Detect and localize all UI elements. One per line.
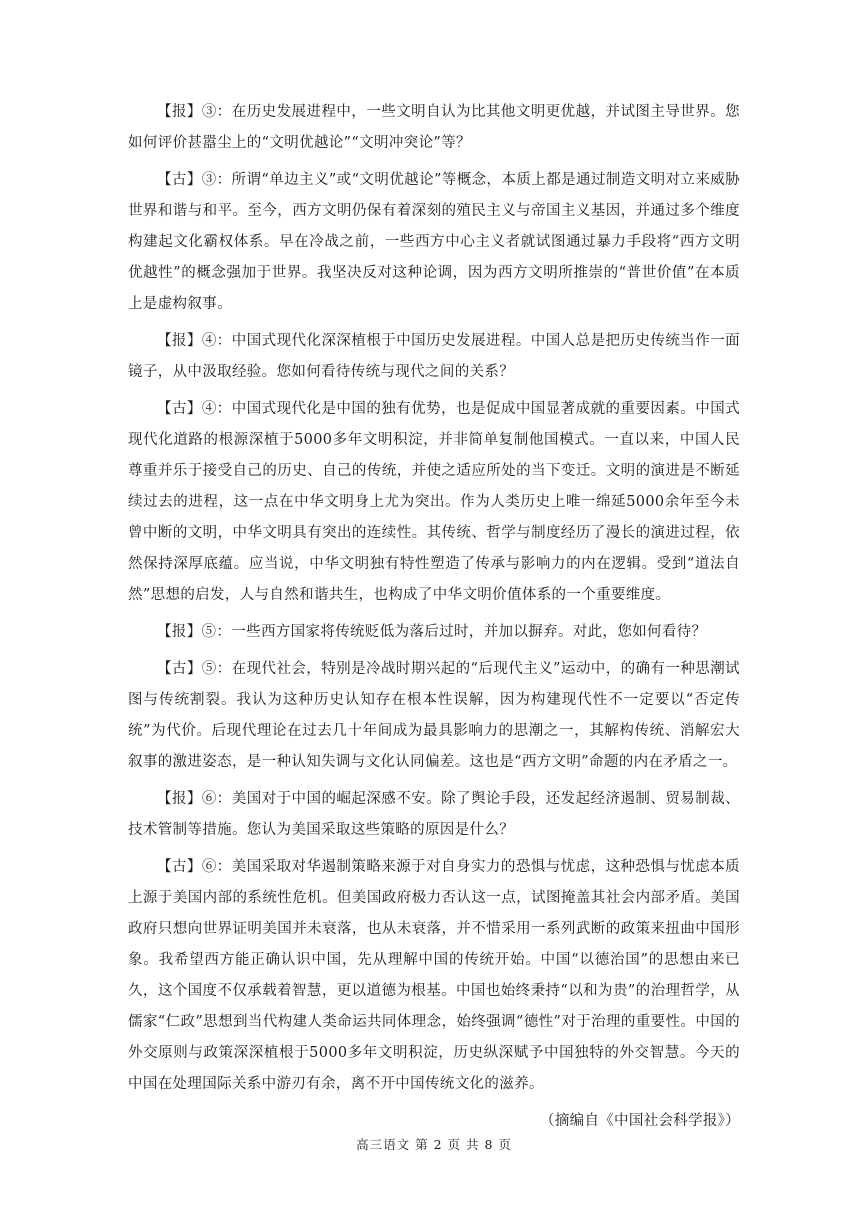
answer-5: 【古】⑤：在现代社会，特别是冷战时期兴起的“后现代主义”运动中，的确有一种思潮试图与传统割裂。我认为这种历史认知存在根本性误解，因为构建现代性不一定要以“否定传统”为代价。后现代理论在过去几十年间成为最具影响力的思潮之一，其解构传统、消解宏大叙事的激进姿态，是一种认知失调与文化认同偏差。这也是“西方文明”命题的内在矛盾之一。 (128, 661, 740, 770)
question-5: 【报】⑤：一些西方国家将传统贬低为落后过时，并加以摒弃。对此，您如何看待？ (157, 624, 707, 640)
answer-4: 【古】④：中国式现代化是中国的独有优势，也是促成中国显著成就的重要因素。中国式现代化道路的根源深植于5000多年文明积淀，并非简单复制他国模式。一直以来，中国人民尊重并乐于接受自己的历史、自己的传统，并使之适应所处的当下变迁。文明的演进是不断延续过去的进程，这一点在中华文明身上尤为突出。作为人类历史上唯一绵延5000余年至今未曾中断的文明，中华文明具有突出的连续性。其传统、哲学与制度经历了漫长的演进过程，依然保持深厚底蕴。应当说，中华文明独有特性塑造了传承与影响力的内在逻辑。受到“道法自然”思想的启发，人与自然和谐共生，也构成了中华文明价值体系的一个重要维度。 (128, 401, 740, 603)
page-footer: 高三语文 第 2 页 共 8 页 (356, 1137, 512, 1152)
answer-6: 【古】⑥：美国采取对华遏制策略来源于对自身实力的恐惧与忧虑，这种恐惧与忧虑本质上源于美国内部的系统性危机。但美国政府极力否认这一点，试图掩盖其社会内部矛盾。美国政府只想向世界证明美国并未衰落，也从未衰落，并不惜采用一系列武断的政策来扭曲中国形象。我希望西方能正确认识中国，先从理解中国的传统开始。中国“以德治国”的思想由来已久，这个国度不仅承载着智慧，更以道德为根基。中国也始终秉持“以和为贵”的治理哲学，从儒家“仁政”思想到当代构建人类命运共同体理念，始终强调“德性”对于治理的重要性。中国的外交原则与政策深深植根于5000多年文明积淀，历史纵深赋予中国独特的外交智慧。今天的中国在处理国际关系中游刃有余，离不开中国传统文化的滋养。 (128, 859, 740, 1092)
question-6: 【报】⑥：美国对于中国的崛起深感不安。除了舆论手段，还发起经济遏制、贸易制裁、技术管制等措施。您认为美国采取这些策略的原因是什么？ (128, 791, 740, 838)
question-4: 【报】④：中国式现代化深深植根于中国历史发展进程。中国人总是把历史传统当作一面镜子，从中汲取经验。您如何看待传统与现代之间的关系？ (128, 333, 740, 380)
source-citation: （摘编自《中国社会科学报》） (540, 1113, 740, 1129)
answer-3: 【古】③：所谓“单边主义”或“文明优越论”等概念，本质上都是通过制造文明对立来威胁世界和谐与和平。至今，西方文明仍保有着深刻的殖民主义与帝国主义基因，并通过多个维度构建起文化霸权体系。早在冷战之前，一些西方中心主义者就试图通过暴力手段将“西方文明优越性”的概念强加于世界。我坚决反对这种论调，因为西方文明所推崇的“普世价值”在本质上是虚构叙事。 (128, 172, 740, 312)
question-3: 【报】③：在历史发展进程中，一些文明自认为比其他文明更优越，并试图主导世界。您如何评价甚嚣尘上的“文明优越论”“文明冲突论”等？ (128, 104, 740, 151)
article-body (128, 97, 740, 1136)
